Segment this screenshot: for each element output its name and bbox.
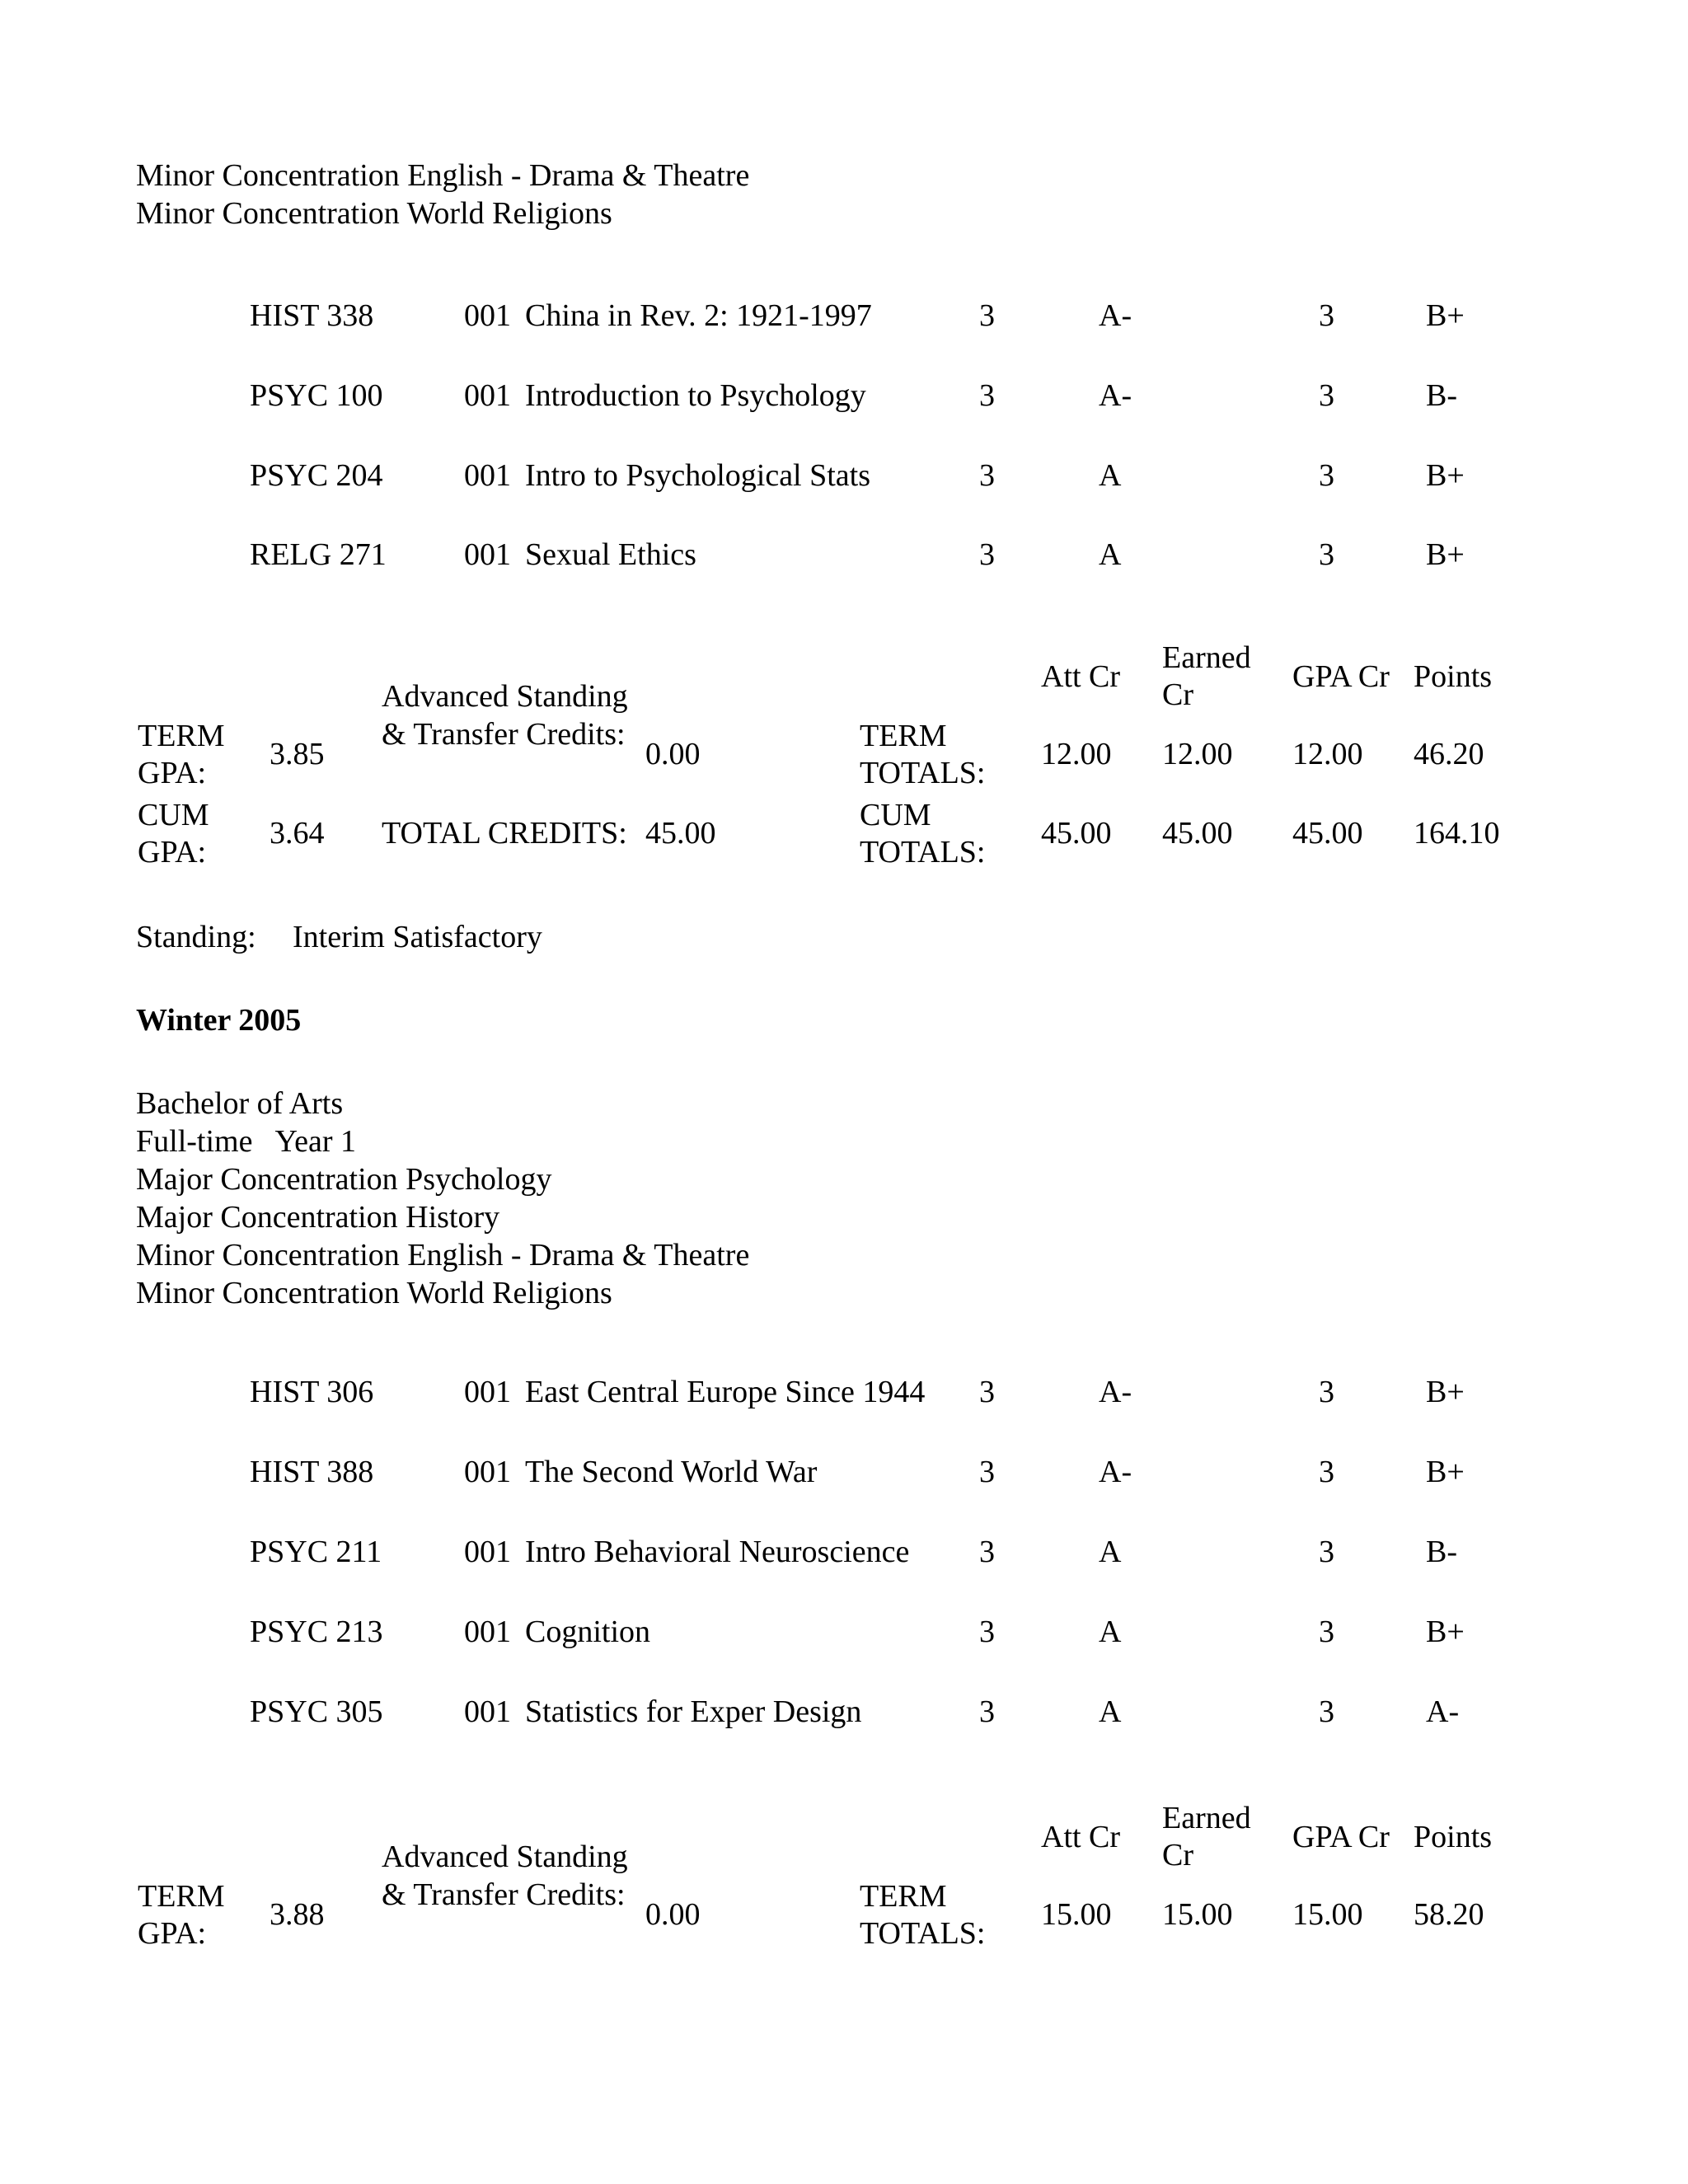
course-title: Cognition xyxy=(525,1615,651,1649)
adv-standing-label-line2: & Transfer Credits: xyxy=(382,717,626,752)
course-credits-earned: 3 xyxy=(1319,537,1334,572)
program-plan-top xyxy=(136,157,749,232)
term-earned-cr: 15.00 xyxy=(1162,1897,1233,1932)
plan-line: Major Concentration History xyxy=(136,1200,500,1235)
course-credits-earned: 3 xyxy=(1319,1694,1334,1729)
standing-label: Standing: xyxy=(136,920,256,954)
term-att-cr: 15.00 xyxy=(1041,1897,1112,1932)
gpa-cr-header: GPA Cr xyxy=(1292,1820,1390,1854)
adv-standing-label-line2: & Transfer Credits: xyxy=(382,1877,626,1912)
course-credits-earned: 3 xyxy=(1319,1535,1334,1569)
course-code: HIST 388 xyxy=(250,1455,374,1489)
cum-att-cr: 45.00 xyxy=(1041,816,1112,851)
course-credits-earned: 3 xyxy=(1319,298,1334,333)
course-row xyxy=(0,1373,1688,1411)
course-section: 001 xyxy=(464,1455,511,1489)
plan-line: Minor Concentration English - Drama & Theatre xyxy=(136,158,750,193)
term-gpa-value: 3.85 xyxy=(270,737,325,771)
adv-standing-value: 0.00 xyxy=(645,737,701,771)
course-title: East Central Europe Since 1944 xyxy=(525,1375,926,1409)
points-header: Points xyxy=(1414,1820,1493,1854)
course-credits: 3 xyxy=(979,458,995,493)
academic-standing xyxy=(136,918,542,956)
course-credits: 3 xyxy=(979,1615,995,1649)
term-gpa-cr: 12.00 xyxy=(1292,737,1363,771)
course-title: Statistics for Exper Design xyxy=(525,1694,862,1729)
adv-standing-label: Advanced Standing xyxy=(382,1840,628,1874)
course-credits-earned: 3 xyxy=(1319,1455,1334,1489)
term-gpa-label: TERM xyxy=(138,1879,225,1914)
term-gpa-label: TERM xyxy=(138,719,225,753)
term-totals-label-line2: TOTALS: xyxy=(860,1916,986,1951)
course-class-average: B- xyxy=(1426,378,1457,413)
att-cr-header: Att Cr xyxy=(1041,659,1121,694)
course-title: Intro Behavioral Neuroscience xyxy=(525,1535,910,1569)
gpa-cr-header: GPA Cr xyxy=(1292,659,1390,694)
course-row xyxy=(0,377,1688,415)
course-code: RELG 271 xyxy=(250,537,387,572)
course-credits: 3 xyxy=(979,1375,995,1409)
cum-gpa-label-line2: GPA: xyxy=(138,835,207,869)
course-code: PSYC 204 xyxy=(250,458,383,493)
cum-totals-label: CUM xyxy=(860,798,931,832)
course-title: Introduction to Psychology xyxy=(525,378,866,413)
course-grade: A- xyxy=(1099,298,1132,333)
plan-line: Minor Concentration World Religions xyxy=(136,1276,612,1310)
term-title: Winter 2005 xyxy=(136,1003,302,1038)
adv-standing-value: 0.00 xyxy=(645,1897,701,1932)
course-row xyxy=(0,457,1688,494)
course-grade: A- xyxy=(1099,1375,1132,1409)
plan-line: Bachelor of Arts xyxy=(136,1086,344,1121)
course-class-average: B+ xyxy=(1426,458,1465,493)
course-section: 001 xyxy=(464,1694,511,1729)
course-section: 001 xyxy=(464,1375,511,1409)
course-class-average: B+ xyxy=(1426,537,1465,572)
course-class-average: B+ xyxy=(1426,1615,1465,1649)
course-grade: A xyxy=(1099,537,1122,572)
course-grade: A xyxy=(1099,458,1122,493)
plan-line: Minor Concentration World Religions xyxy=(136,196,612,231)
term-earned-cr: 12.00 xyxy=(1162,737,1233,771)
course-credits: 3 xyxy=(979,378,995,413)
term-points: 58.20 xyxy=(1414,1897,1484,1932)
course-code: PSYC 305 xyxy=(250,1694,383,1729)
course-credits: 3 xyxy=(979,298,995,333)
course-section: 001 xyxy=(464,1615,511,1649)
course-row xyxy=(0,536,1688,574)
course-title: China in Rev. 2: 1921-1997 xyxy=(525,298,872,333)
course-row xyxy=(0,1613,1688,1651)
term-totals-label: TERM xyxy=(860,719,947,753)
course-credits: 3 xyxy=(979,1694,995,1729)
standing-value: Interim Satisfactory xyxy=(293,920,542,954)
earned-cr-header-line2: Cr xyxy=(1162,677,1193,712)
total-credits-label: TOTAL CREDITS: xyxy=(382,816,627,851)
course-class-average: A- xyxy=(1426,1694,1460,1729)
course-credits: 3 xyxy=(979,1455,995,1489)
term-points: 46.20 xyxy=(1414,737,1484,771)
earned-cr-header: Earned xyxy=(1162,1801,1251,1835)
earned-cr-header: Earned xyxy=(1162,640,1251,675)
course-code: PSYC 213 xyxy=(250,1615,383,1649)
course-credits-earned: 3 xyxy=(1319,1615,1334,1649)
plan-line: Major Concentration Psychology xyxy=(136,1162,552,1197)
plan-line: Minor Concentration English - Drama & Theatre xyxy=(136,1238,750,1272)
cum-gpa-cr: 45.00 xyxy=(1292,816,1363,851)
cum-points: 164.10 xyxy=(1414,816,1500,851)
course-class-average: B+ xyxy=(1426,1375,1465,1409)
course-title: Sexual Ethics xyxy=(525,537,696,572)
term-att-cr: 12.00 xyxy=(1041,737,1112,771)
course-credits: 3 xyxy=(979,1535,995,1569)
course-row xyxy=(0,1533,1688,1571)
course-grade: A xyxy=(1099,1535,1122,1569)
course-title: The Second World War xyxy=(525,1455,818,1489)
course-credits: 3 xyxy=(979,537,995,572)
course-section: 001 xyxy=(464,458,511,493)
term-gpa-label-line2: GPA: xyxy=(138,756,207,790)
course-grade: A xyxy=(1099,1694,1122,1729)
course-code: HIST 306 xyxy=(250,1375,374,1409)
course-section: 001 xyxy=(464,378,511,413)
course-grade: A xyxy=(1099,1615,1122,1649)
cum-totals-label-line2: TOTALS: xyxy=(860,835,986,869)
course-class-average: B- xyxy=(1426,1535,1457,1569)
course-code: PSYC 100 xyxy=(250,378,383,413)
course-grade: A- xyxy=(1099,1455,1132,1489)
term-totals-label-line2: TOTALS: xyxy=(860,756,986,790)
att-cr-header: Att Cr xyxy=(1041,1820,1121,1854)
course-row xyxy=(0,1453,1688,1491)
cum-gpa-value: 3.64 xyxy=(270,816,325,851)
cum-gpa-label: CUM xyxy=(138,798,209,832)
course-section: 001 xyxy=(464,298,511,333)
course-section: 001 xyxy=(464,537,511,572)
course-row xyxy=(0,1693,1688,1731)
points-header: Points xyxy=(1414,659,1493,694)
course-credits-earned: 3 xyxy=(1319,458,1334,493)
course-row xyxy=(0,297,1688,335)
course-credits-earned: 3 xyxy=(1319,378,1334,413)
term-gpa-cr: 15.00 xyxy=(1292,1897,1363,1932)
course-code: HIST 338 xyxy=(250,298,374,333)
plan-line: Full-time Year 1 xyxy=(136,1124,357,1159)
adv-standing-label: Advanced Standing xyxy=(382,679,628,714)
program-plan xyxy=(136,1085,749,1312)
earned-cr-header-line2: Cr xyxy=(1162,1838,1193,1872)
course-code: PSYC 211 xyxy=(250,1535,382,1569)
course-section: 001 xyxy=(464,1535,511,1569)
course-grade: A- xyxy=(1099,378,1132,413)
course-title: Intro to Psychological Stats xyxy=(525,458,871,493)
term-gpa-value: 3.88 xyxy=(270,1897,325,1932)
course-class-average: B+ xyxy=(1426,1455,1465,1489)
term-totals-label: TERM xyxy=(860,1879,947,1914)
total-credits-value: 45.00 xyxy=(645,816,716,851)
course-class-average: B+ xyxy=(1426,298,1465,333)
course-credits-earned: 3 xyxy=(1319,1375,1334,1409)
term-gpa-label-line2: GPA: xyxy=(138,1916,207,1951)
cum-earned-cr: 45.00 xyxy=(1162,816,1233,851)
